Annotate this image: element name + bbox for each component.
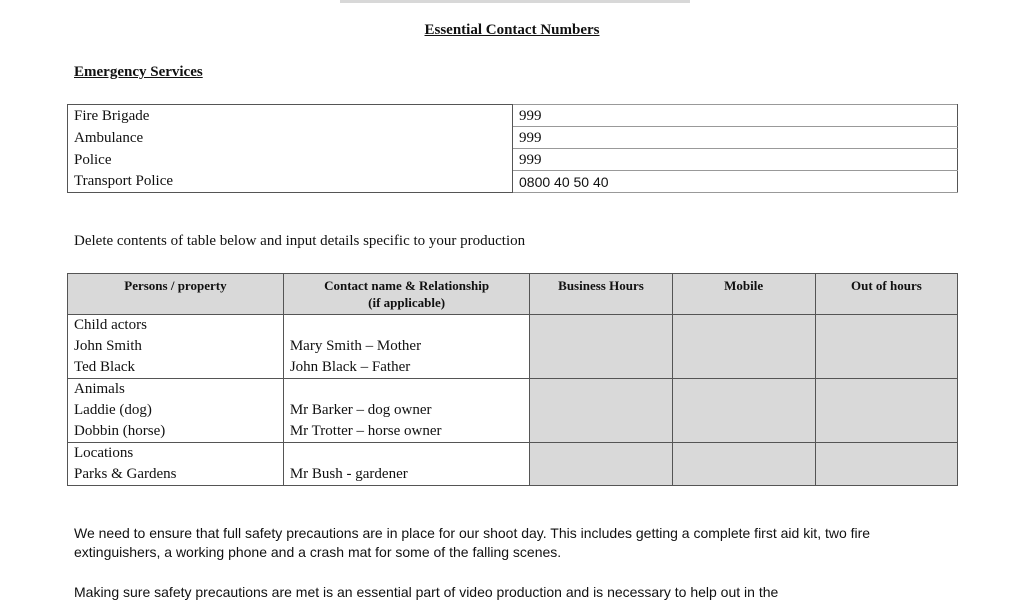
- safety-paragraph-continued: Making sure safety precautions are met is an essential part of video production and is necessary to help out in the: [74, 584, 779, 600]
- service-name: Fire Brigade: [68, 105, 513, 127]
- business-hours-cell: [530, 315, 672, 379]
- production-contacts-table: [67, 273, 958, 486]
- mobile-cell: [672, 443, 815, 486]
- person-line: Child actors: [74, 317, 147, 333]
- top-partial-line: [340, 0, 690, 3]
- table-row: [68, 171, 958, 193]
- table-row: [68, 149, 958, 171]
- out-of-hours-cell: [815, 443, 957, 486]
- service-number: 999: [513, 149, 958, 171]
- contact-line: Mr Barker – dog owner: [289, 402, 432, 418]
- emergency-services-heading: Emergency Services: [74, 64, 203, 80]
- instruction-text: Delete contents of table below and input details specific to your production: [74, 233, 526, 249]
- persons-cell: [68, 443, 284, 486]
- service-name: Ambulance: [68, 127, 513, 149]
- person-line: John Smith: [74, 338, 142, 354]
- person-line: Locations: [74, 445, 134, 461]
- mobile-cell: [672, 315, 815, 379]
- contact-cell: [283, 315, 530, 379]
- emergency-services-table: [67, 104, 958, 193]
- header-contact-line2: (if applicable): [368, 295, 446, 310]
- service-number: 999: [513, 105, 958, 127]
- person-line: Animals: [74, 381, 125, 397]
- service-name: Police: [68, 149, 513, 171]
- person-line: Dobbin (horse): [74, 423, 166, 439]
- service-name: Transport Police: [68, 171, 513, 193]
- header-out-of-hours: Out of hours: [815, 274, 957, 315]
- header-persons: Persons / property: [68, 274, 284, 315]
- person-line: Ted Black: [74, 359, 136, 375]
- contact-line: [290, 315, 524, 336]
- mobile-cell: [672, 379, 815, 443]
- contact-line: Mr Trotter – horse owner: [289, 423, 442, 439]
- business-hours-cell: [530, 443, 672, 486]
- header-business-hours: Business Hours: [530, 274, 672, 315]
- table-row: [68, 379, 958, 443]
- table-row: [68, 443, 958, 486]
- persons-cell: [68, 315, 284, 379]
- table-row: [68, 105, 958, 127]
- header-contact-line1: Contact name & Relationship: [324, 278, 490, 293]
- out-of-hours-cell: [815, 379, 957, 443]
- contact-cell: [283, 443, 530, 486]
- contact-line: Mary Smith – Mother: [289, 338, 422, 354]
- person-line: Parks & Gardens: [74, 466, 177, 482]
- persons-cell: [68, 379, 284, 443]
- header-mobile: Mobile: [672, 274, 815, 315]
- contact-line: Mr Bush - gardener: [289, 466, 408, 482]
- header-contact: [283, 274, 530, 315]
- table-row: [68, 315, 958, 379]
- contact-cell: [283, 379, 530, 443]
- contact-line: John Black – Father: [289, 359, 411, 375]
- person-line: Laddie (dog): [74, 402, 152, 418]
- business-hours-cell: [530, 379, 672, 443]
- table-header-row: [68, 274, 958, 315]
- document-title: Essential Contact Numbers: [424, 22, 600, 38]
- service-number: 0800 40 50 40: [513, 171, 958, 193]
- contact-line: [290, 443, 524, 464]
- out-of-hours-cell: [815, 315, 957, 379]
- contact-line: [290, 379, 524, 400]
- safety-paragraph: We need to ensure that full safety precautions are in place for our shoot day. This includes getting a complete first aid kit, two fire extinguishers, a working phone and a crash mat for some of the falling scenes.: [74, 525, 871, 560]
- service-number: 999: [513, 127, 958, 149]
- table-row: [68, 127, 958, 149]
